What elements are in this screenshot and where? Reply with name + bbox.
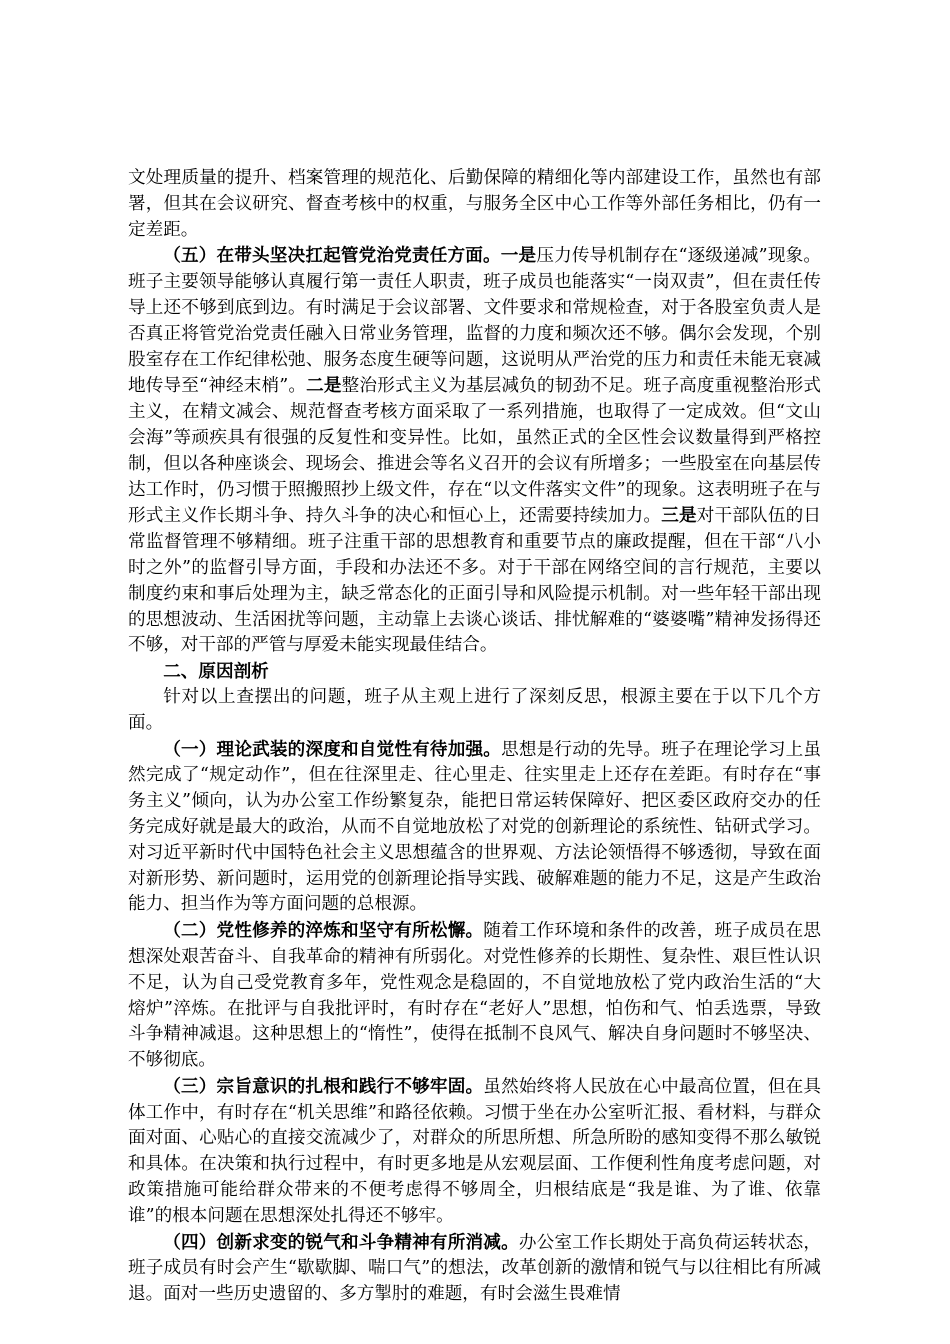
paragraph-intro — [128, 685, 821, 737]
section-heading — [128, 659, 821, 685]
paragraph-text: 虽然始终将人民放在心中最高位置，但在具体工作中，有时存在“机关思维”和路径依赖。习惯于坐在办公室听汇报、看材料，与群众面对面、心贴心的直接交流减少了，对群众的所思所想、所急所盼的感知变得不那么敏锐和具体。在决策和执行过程中，有时更多地是从宏观层面、工作便利性角度考虑问题，对政策措施可能给群众带来的不便考虑得不够周全，归根结底是“我是谁、为了谁、依靠谁”的根本问题在思想深处扎得还不够牢。 — [128, 1076, 821, 1226]
paragraph-theory — [128, 737, 821, 919]
paragraph-text: 随着工作环境和条件的改善，班子成员在思想深处艰苦奋斗、自我革命的精神有所弱化。对党性修养的长期性、复杂性、艰巨性认识不足，认为自己受党教育多年，党性观念是稳固的，不自觉地放松了党内政治生活的“大熔炉”淬炼。在批评与自我批评时，有时存在“老好人”思想，怕伤和气、怕丢选票，导致斗争精神减退。这种思想上的“惰性”，使得在抵制不良风气、解决自身问题时不够坚决、不够彻底。 — [128, 921, 821, 1071]
paragraph-text: 压力传导机制存在“逐级递减”现象。班子主要领导能够认真履行第一责任人职责，班子成员也能落实“一岗双责”，但在责任传导上还不够到底到边。有时满足于会议部署、文件要求和常规检查，对于各股室负责人是否真正将管党治党责任融入日常业务管理，监督的力度和频次还不够。偶尔会发现，个别股室存在工作纪律松弛、服务态度生硬等问题，这说明从严治党的压力和责任未能无衰减地传导至“神经末梢”。 — [128, 246, 821, 397]
paragraph-party-spirit — [128, 918, 821, 1074]
paragraph-text: 办公室工作长期处于高负荷运转状态，班子成员有时会产生“歇歇脚、喘口气”的想法，改革创新的激情和锐气与以往相比有所减退。面对一些历史遗留的、多方掣肘的难题，有时会滋生畏难情 — [128, 1232, 821, 1305]
paragraph-text: 整治形式主义为基层减负的韧劲不足。班子高度重视整治形式主义，在精文减会、规范督查考核方面采取了一系列措施，也取得了一定成效。但“文山会海”等顽疾具有很强的反复性和变异性。比如，虽然正式的全区性会议数量得到严格控制，但以各种座谈会、现场会、推进会等名义召开的会议有所增多；一些股室在向基层传达工作时，仍习惯于照搬照抄上级文件，存在“以文件落实文件”的现象。这表明班子在与形式主义作长期斗争、持久斗争的决心和恒心上，还需要持续加力。 — [128, 376, 821, 527]
subsection-heading: （二）党性修养的淬炼和坚守有所松懈。 — [163, 920, 484, 942]
document-page — [128, 166, 821, 1308]
paragraph-purpose — [128, 1074, 821, 1230]
point-lead-two: 二是 — [306, 375, 342, 397]
subsection-heading: （五）在带头坚决扛起管党治党责任方面。 — [163, 245, 501, 267]
subsection-heading: （一）理论武装的深度和自觉性有待加强。 — [163, 738, 502, 760]
section-title: 二、原因剖析 — [163, 661, 269, 683]
point-lead-one: 一是 — [500, 245, 537, 267]
paragraph-text: 思想是行动的先导。班子在理论学习上虽然完成了“规定动作”，但在往深里走、往心里走、往实里走上还存在差距。有时存在“事务主义”倾向，认为办公室工作纷繁复杂，能把日常运转保障好、把区委区政府交办的任务完成好就是最大的政治，从而不自觉地放松了对党的创新理论的系统性、钻研式学习。对习近平新时代中国特色社会主义思想蕴含的世界观、方法论领悟得不够透彻，导致在面对新形势、新问题时，运用党的创新理论指导实践、破解难题的能力不足，这是产生政治能力、担当作为等方面问题的总根源。 — [128, 739, 821, 915]
paragraph-text: 针对以上查摆出的问题，班子从主观上进行了深刻反思，根源主要在于以下几个方面。 — [128, 686, 821, 733]
subsection-heading: （三）宗旨意识的扎根和践行不够牢固。 — [163, 1075, 484, 1097]
paragraph-innovation — [128, 1230, 821, 1308]
point-lead-three: 三是 — [661, 505, 697, 527]
paragraph-continuation — [128, 166, 821, 243]
subsection-heading: （四）创新求变的锐气和斗争精神有所消减。 — [163, 1231, 519, 1253]
paragraph-text: 对干部队伍的日常监督管理不够精细。班子注重干部的思想教育和重要节点的廉政提醒，但在干部“八小时之外”的监督引导方面，手段和办法还不多。对于干部在网络空间的言行规范，主要以制度约束和事后处理为主，缺乏常态化的正面引导和风险提示机制。对一些年轻干部出现的思想波动、生活困扰等问题，主动靠上去谈心谈话、排忧解难的“婆婆嘴”精神发扬得还不够，对干部的严管与厚爱未能实现最佳结合。 — [128, 506, 821, 656]
paragraph-text: 文处理质量的提升、档案管理的规范化、后勤保障的精细化等内部建设工作，虽然也有部署，但其在会议研究、督查考核中的权重，与服务全区中心工作等外部任务相比，仍有一定差距。 — [128, 168, 821, 240]
paragraph-party-governance — [128, 243, 821, 659]
